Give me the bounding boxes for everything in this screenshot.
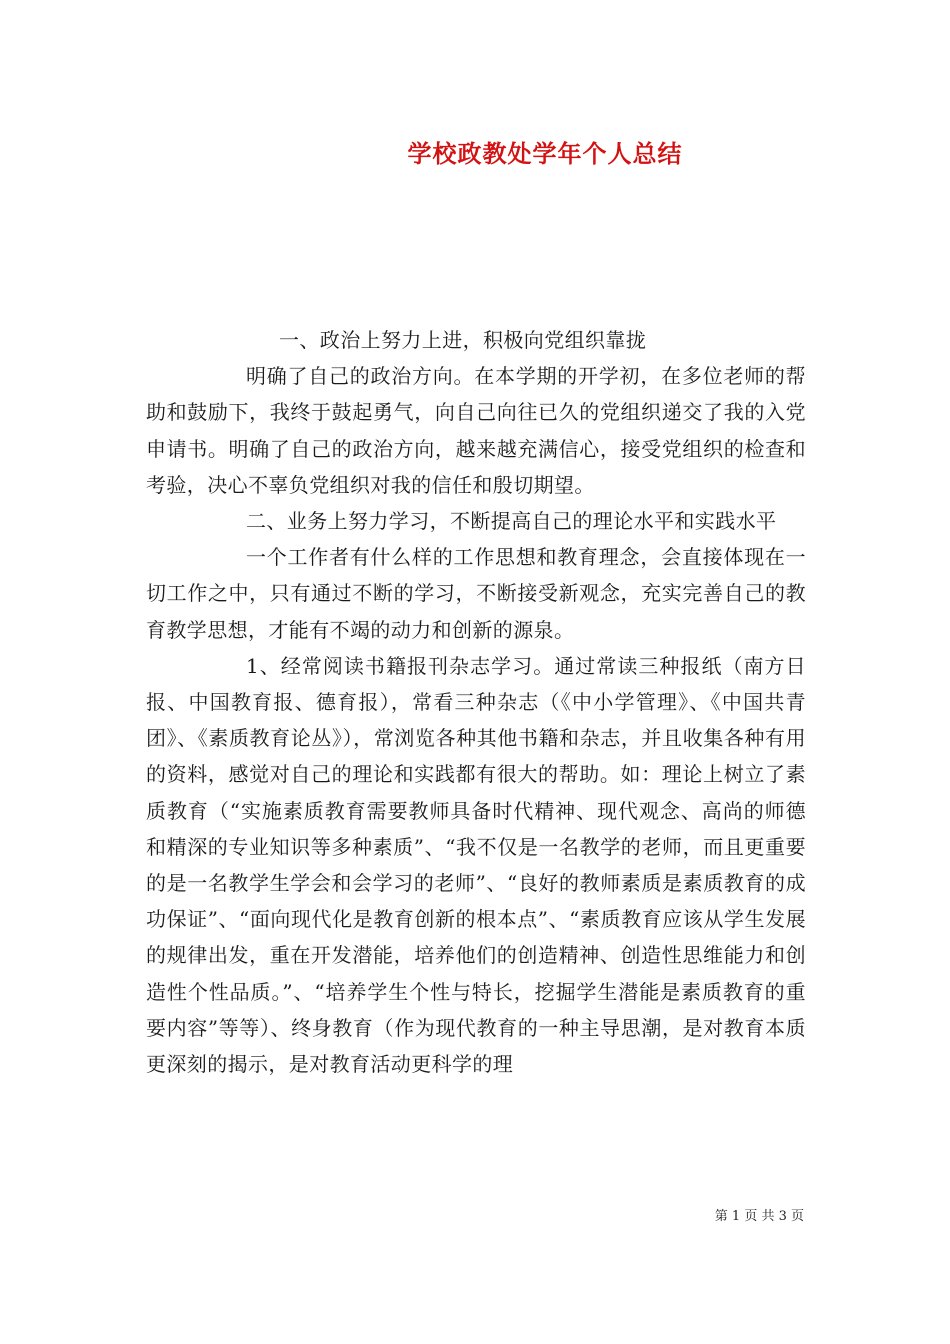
paragraph-education-philosophy: 一个工作者有什么样的工作思想和教育理念，会直接体现在一切工作之中，只有通过不断的学习，不断接受新观念，充实完善自己的教育教学思想，才能有不竭的动力和创新的源泉。: [146, 545, 806, 642]
page-number: 第 1 页 共 3 页: [714, 1209, 804, 1224]
paragraph-reading-study: 1、经常阅读书籍报刊杂志学习。通过常读三种报纸（南方日报、中国教育报、德育报），常看三种杂志（《中小学管理》、《中国共青团》、《素质教育论丛》），常浏览各种其他书籍和杂志，并且收集各种有用的资料，感觉对自己的理论和实践都有很大的帮助。如：理论上树立了素质教育（“实施素质教育需要教师具备时代精神、现代观念、高尚的师德和精深的专业知识等多种素质”、“我不仅是一名教学的老师，而且更重要的是一名教学生学会和会学习的老师”、“良好的教师素质是素质教育的成功保证”、“面向现代化是教育创新的根本点”、“素质教育应该从学生发展的规律出发，重在开发潜能，培养他们的创造精神、创造性思维能力和创造性个性品质。”、“培养学生个性与特长，挖掘学生潜能是素质教育的重要内容”等等）、终身教育（作为现代教育的一种主导思潮，是对教育本质更深刻的揭示，是对教育活动更科学的理: [146, 653, 806, 1077]
section-heading-politics: 一、政治上努力上进，积极向党组织靠拢: [279, 328, 647, 352]
section-heading-study: 二、业务上努力学习，不断提高自己的理论水平和实践水平: [246, 509, 777, 534]
document-title: 学校政教处学年个人总结: [407, 139, 683, 168]
document-body: [146, 322, 806, 1082]
paragraph-political-direction: 明确了自己的政治方向。在本学期的开学初，在多位老师的帮助和鼓励下，我终于鼓起勇气，向自己向往已久的党组织递交了我的入党申请书。明确了自己的政治方向，越来越充满信心，接受党组织的检查和考验，决心不辜负党组织对我的信任和殷切期望。: [146, 364, 806, 497]
